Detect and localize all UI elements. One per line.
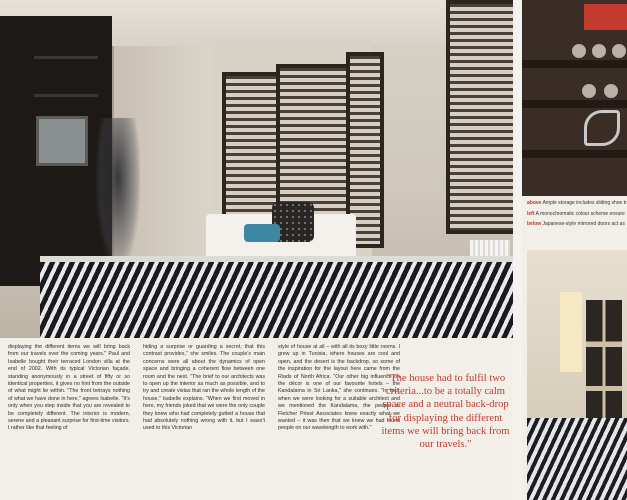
shoe <box>604 84 618 98</box>
shoe <box>572 44 586 58</box>
pull-quote: "The house had to fulfil two criteria...to be a totally calm space and a neutral back-drop for displaying the different items we will bring back from our travels." <box>381 373 510 451</box>
cushion-blue <box>244 224 280 242</box>
red-box <box>584 4 627 30</box>
bed-throw-detail <box>527 418 627 500</box>
shoe <box>592 44 606 58</box>
wardrobe-shelf <box>34 94 98 97</box>
shoe-shelf <box>522 150 627 158</box>
window-blind <box>276 64 350 222</box>
person-silhouette <box>96 118 140 268</box>
glazed-door <box>586 300 622 430</box>
striped-bed-throw <box>40 262 513 338</box>
lit-doorway <box>560 292 582 372</box>
caption-below: below Japanese-style mirrored doors act as <box>527 221 625 227</box>
article-column-3: style of house at all – with all its boxy little rooms. I grew up in Tunisia, where houses are cool and open, and the desert is the backdrop, so some of the inspiration for the layout here came from the Riads of North Africa. "Our other big influence on the décor is one of our favourite hotels – the Kandalama in Sri Lanka," she continues. "In fact, when we were looking for a suitable architect and we mentioned the Kandalama, the people at Fletcher Priest Associates knew exactly what we wanted – it was then that we knew we had found people on our wavelength to work with." <box>278 344 400 432</box>
page-gutter <box>513 0 522 500</box>
article-column-2: hiding a surprise or guarding a secret, that this contrast provides," she smiles. The couple's main concerns were all about the dynamics of open space and bringing a coherent flow between one room and the next. "The brief to our architects was to open up the interior as much as possible, and to try and create vistas that ran the whole length of the house," Isabelle explains. "When we first moved in here, my friends joked that we were the only couple they knew who had completely gutted a house that had absolutely nothing wrong with it, but I wasn't used to this Victorian <box>143 344 265 432</box>
window-blind <box>446 0 513 234</box>
high-heel-shoe <box>584 110 620 146</box>
window-blind <box>222 72 280 218</box>
shoe <box>612 44 626 58</box>
shoe-shelf <box>522 60 627 68</box>
wardrobe-shelf <box>34 56 98 59</box>
television <box>36 116 88 166</box>
article-column-1: displaying the different items we will bring back from our travels over the coming years." Paul and Isabelle bought their terraced London villa at the end of 2002. With its typical Victorian façade, standing anonymously in a street of fifty or so identical properties, it gives no hint from the outside of what might lie within. "The front betrays nothing of what we have done in here," agrees Isabelle. "It's only when you step inside that you are revealed to be completely different. The interior is modern, serene and a pleasant surprise for first-time visitors. I rather like that feeling of <box>8 344 130 432</box>
caption-above: above Ample storage includes sliding shoe tr <box>527 200 627 206</box>
shoe-shelf <box>522 100 627 108</box>
photo-captions <box>527 198 627 230</box>
caption-left: left A monochromatic colour scheme ensure <box>527 210 625 217</box>
shoe <box>582 84 596 98</box>
